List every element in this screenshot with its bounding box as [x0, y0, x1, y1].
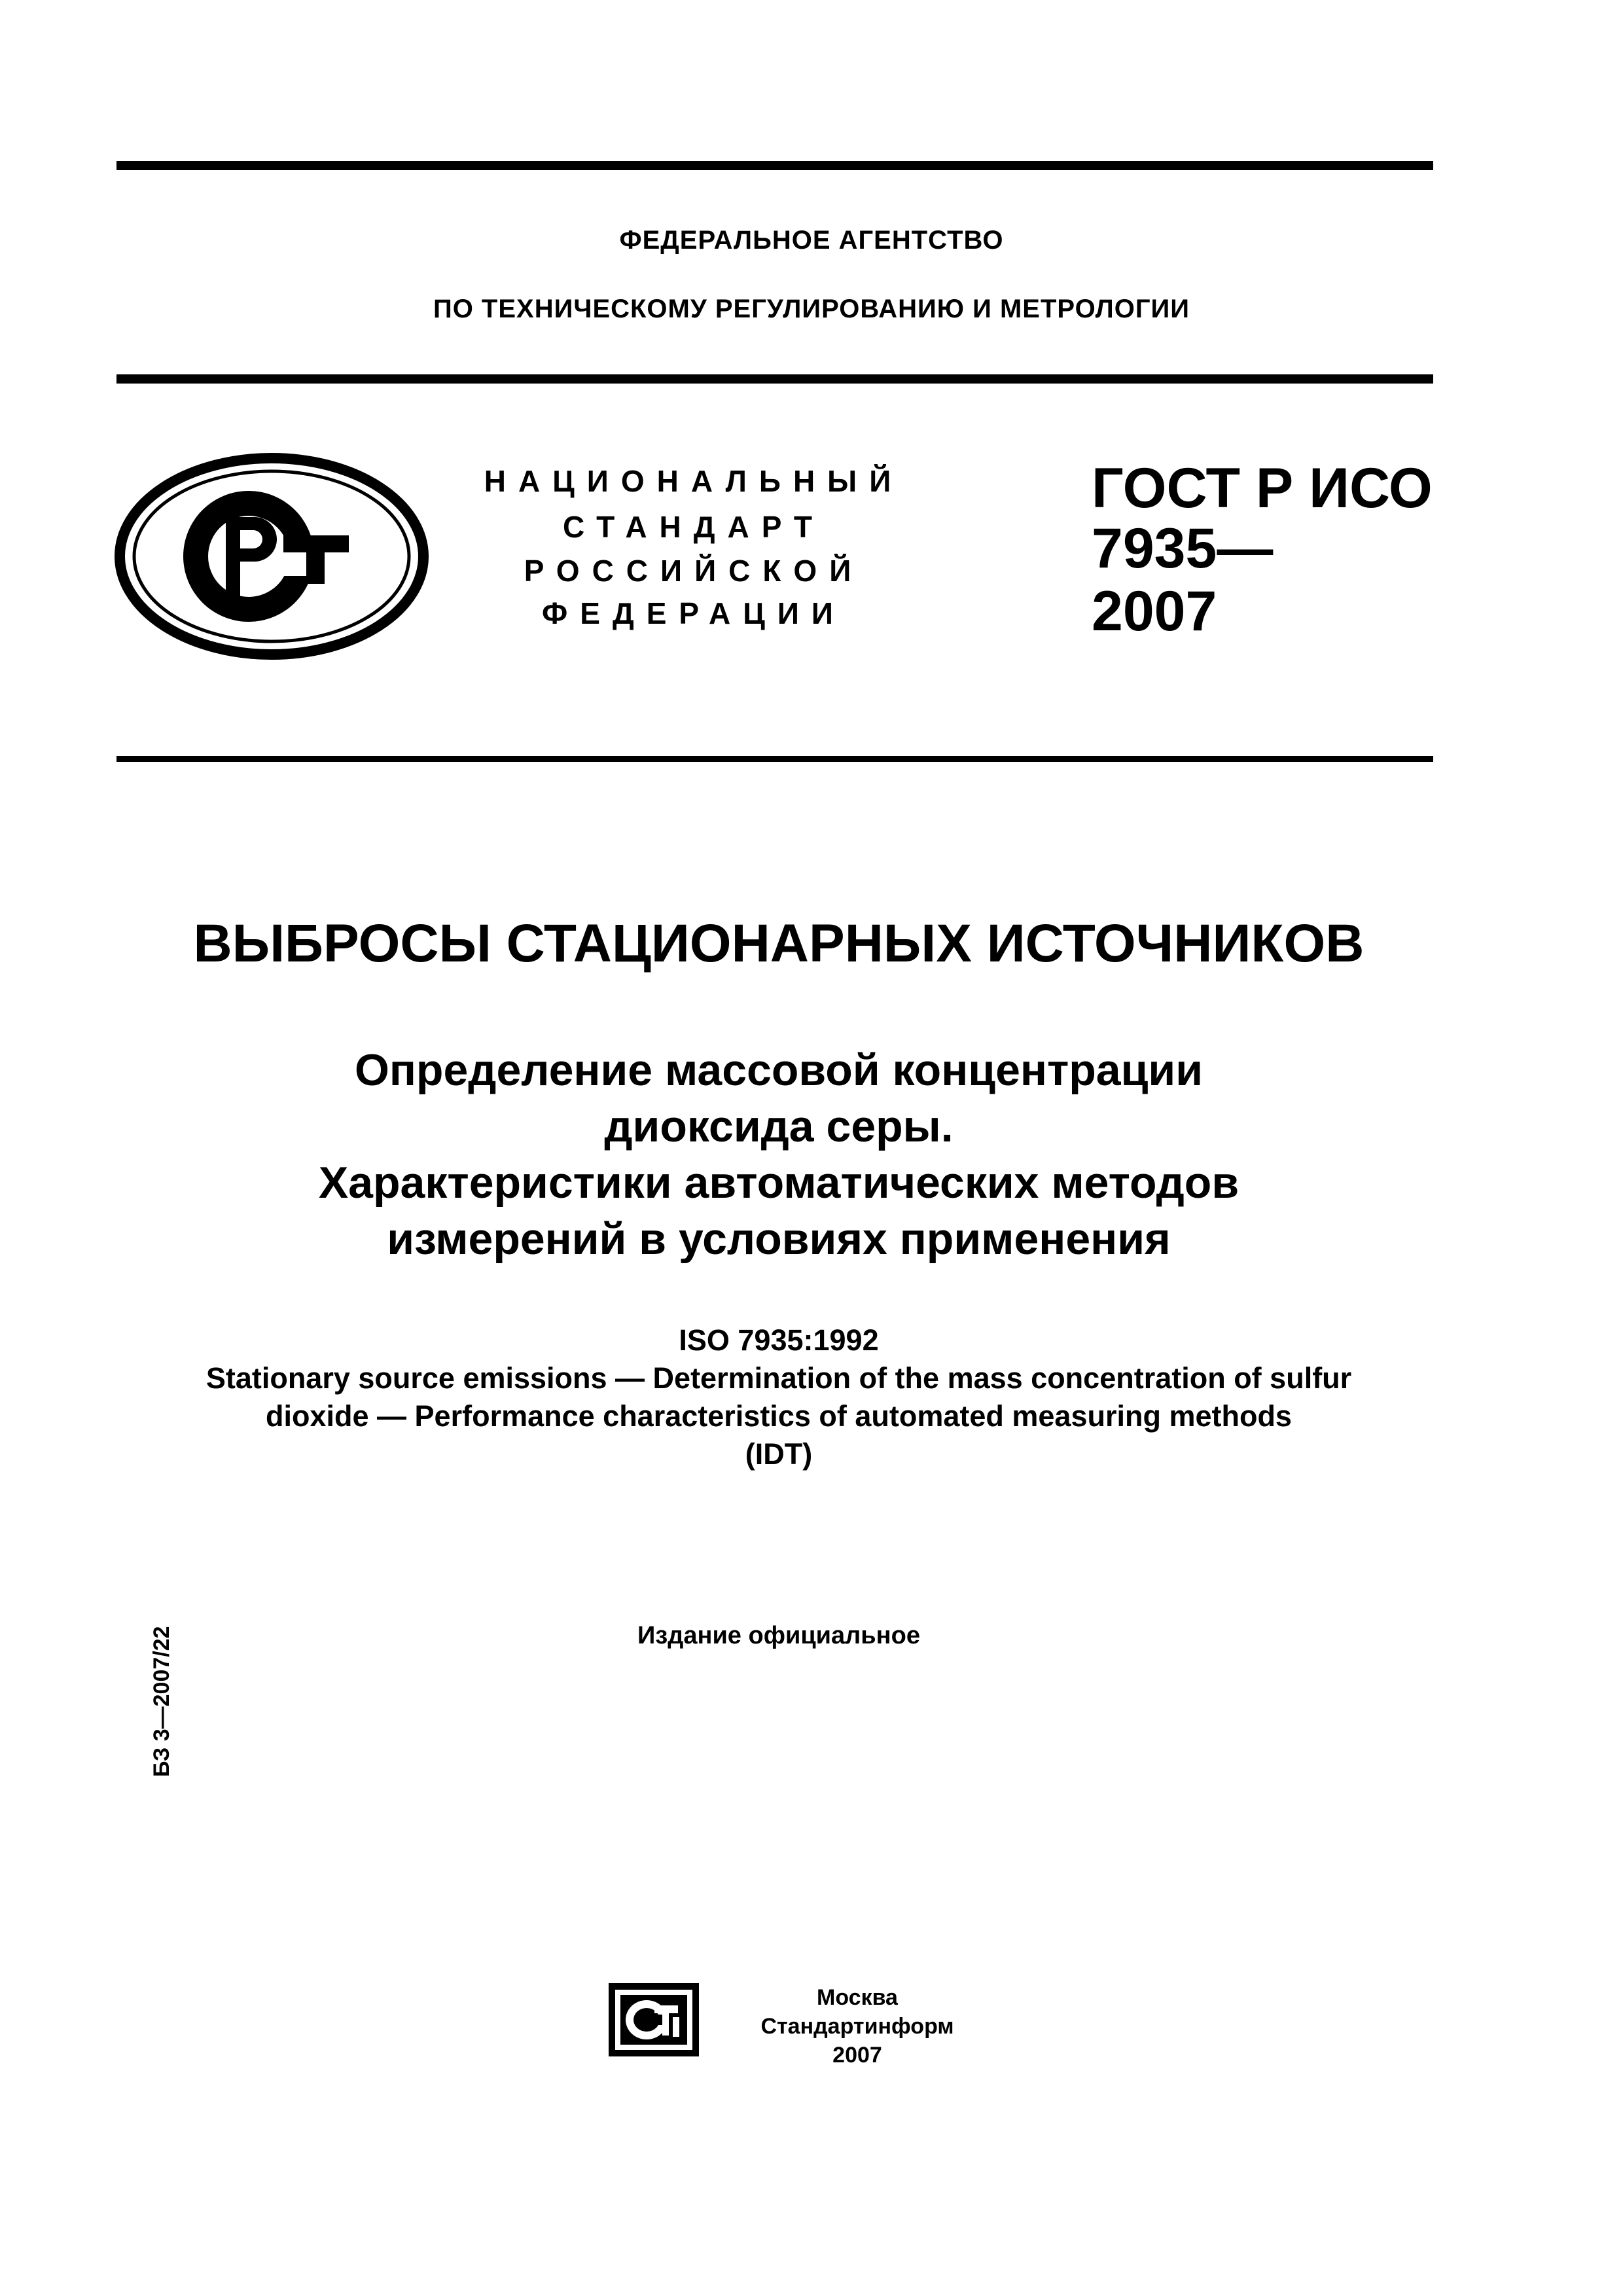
subtitle-line-3: Характеристики автоматических методов [318, 1158, 1240, 1208]
subtitle-line-2: диоксида серы. [604, 1102, 954, 1151]
standartinform-logo [609, 1983, 707, 2058]
header-rule [116, 374, 1433, 384]
standard-type-line-3: РОССИЙСКОЙ [524, 554, 864, 588]
publisher-city: Москва [817, 1985, 898, 2010]
iso-code: ISO 7935:1992 [679, 1323, 879, 1357]
publisher-name: Стандартинформ [760, 2014, 954, 2039]
subtitle-line-4: измерений в условиях применения [387, 1214, 1171, 1264]
standard-type-line-2: СТАНДАРТ [563, 510, 825, 544]
top-rule [116, 161, 1433, 170]
subtitle-line-1: Определение массовой концентрации [354, 1045, 1204, 1095]
designation-rule [116, 756, 1433, 762]
designation-line-1: ГОСТ Р ИСО [1092, 457, 1433, 520]
rst-logo [115, 452, 429, 661]
designation-line-2: 7935— [1092, 517, 1274, 580]
standard-type-line-1: НАЦИОНАЛЬНЫЙ [484, 464, 904, 498]
edition-note: Издание официальное [637, 1622, 920, 1649]
side-code: БЗ 3—2007/22 [149, 1626, 174, 1777]
iso-title-line-1: Stationary source emissions — Determination of the mass concentration of sulfur [205, 1361, 1352, 1395]
agency-line-2: ПО ТЕХНИЧЕСКОМУ РЕГУЛИРОВАНИЮ И МЕТРОЛОГИИ [433, 295, 1190, 323]
publisher-year: 2007 [832, 2043, 882, 2068]
standard-type-line-4: ФЕДЕРАЦИИ [542, 596, 846, 630]
iso-title-line-2: dioxide — Performance characteristics of automated measuring methods [266, 1399, 1292, 1433]
designation-line-3: 2007 [1092, 580, 1217, 643]
iso-identity: (IDT) [745, 1437, 813, 1471]
document-title: ВЫБРОСЫ СТАЦИОНАРНЫХ ИСТОЧНИКОВ [193, 914, 1364, 973]
agency-line-1: ФЕДЕРАЛЬНОЕ АГЕНТСТВО [619, 226, 1004, 255]
